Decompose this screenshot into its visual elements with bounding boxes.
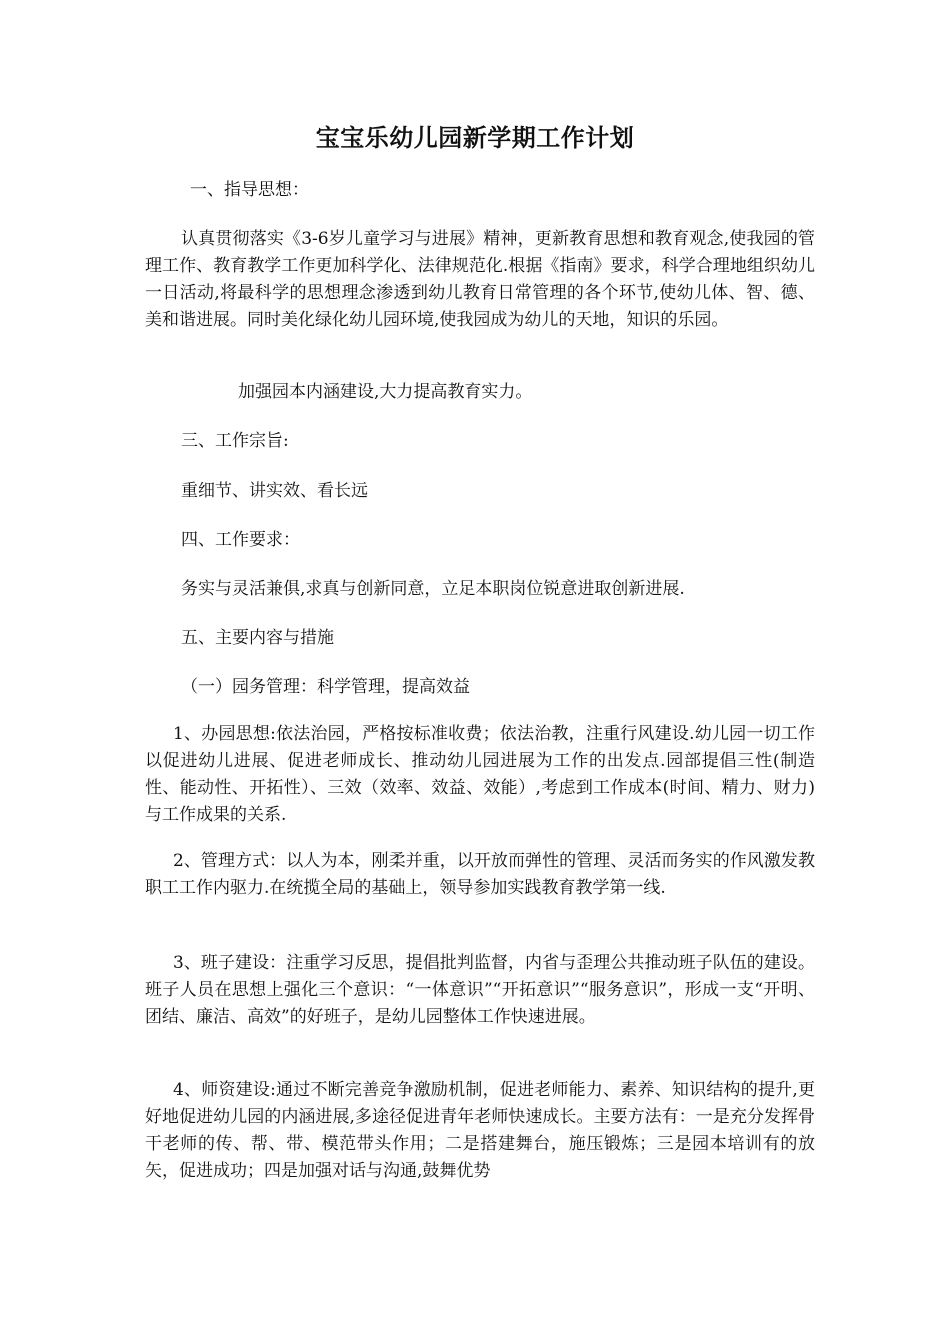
section-5-heading: 五、主要内容与措施	[181, 628, 334, 648]
section-3-body: 重细节、讲实效、看长远	[181, 481, 368, 501]
section-1-body: 认真贯彻落实《3-6岁儿童学习与进展》精神，更新教育思想和教育观念,使我园的管理工作、教育教学工作更加科学化、法律规范化.根据《指南》要求，科学合理地组织幼儿一日活动,将最科学的思想理念渗透到幼儿教育日常管理的各个环节,使幼儿体、智、德、美和谐进展。同时美化绿化幼儿园环境,使我园成为幼儿的天地，知识的乐园。	[145, 229, 815, 330]
section-4-body: 务实与灵活兼俱,求真与创新同意，立足本职岗位锐意进取创新进展.	[181, 579, 685, 599]
list-item-3: 3、班子建设：注重学习反思，提倡批判监督，内省与歪理公共推动班子队伍的建设。班子人员在思想上强化三个意识：“一体意识”“开拓意识”“服务意识”，形成一支“开明、团结、廉洁、高效”的好班子，是幼儿园整体工作快速进展。	[145, 953, 815, 1027]
section-1-heading: 一、指导思想：	[190, 180, 309, 200]
section-5-subheading-1: （一）园务管理：科学管理，提高效益	[181, 677, 470, 697]
section-4-heading: 四、工作要求：	[181, 530, 300, 550]
section-2-body: 加强园本内涵建设,大力提高教育实力。	[238, 382, 533, 402]
document-title: 宝宝乐幼儿园新学期工作计划	[315, 123, 635, 152]
list-item-2: 2、管理方式：以人为本，刚柔并重，以开放而弹性的管理、灵活而务实的作风激发教职工工作内驱力.在统揽全局的基础上，领导参加实践教育教学第一线.	[145, 851, 815, 898]
list-item-1: 1、办园思想:依法治园，严格按标准收费；依法治教，注重行风建设.幼儿园一切工作以促进幼儿进展、促进老师成长、推动幼儿园进展为工作的出发点.园部提倡三性(制造性、能动性、开拓性）、三效（效率、效益、效能）,考虑到工作成本(时间、精力、财力)与工作成果的关系.	[145, 724, 815, 825]
list-item-4: 4、师资建设:通过不断完善竞争激励机制，促进老师能力、素养、知识结构的提升,更好地促进幼儿园的内涵进展,多途径促进青年老师快速成长。主要方法有：一是充分发挥骨干老师的传、帮、带、模范带头作用；二是搭建舞台，施压锻炼；三是园本培训有的放矢，促进成功；四是加强对话与沟通,鼓舞优势	[145, 1080, 815, 1181]
section-3-heading: 三、工作宗旨:	[181, 431, 289, 451]
